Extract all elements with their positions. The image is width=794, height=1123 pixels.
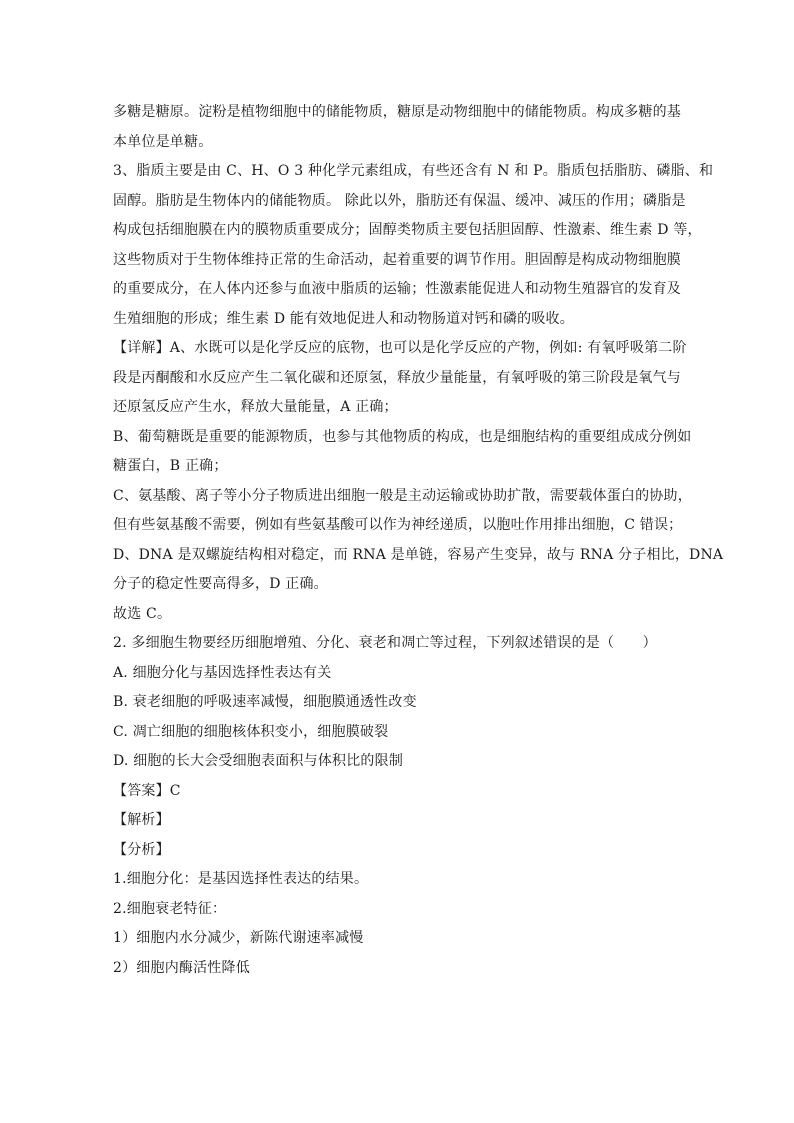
option-d: D. 细胞的长大会受细胞表面积与体积比的限制 [113,753,404,769]
text-line: C、氨基酸、离子等小分子物质进出细胞一般是主动运输或协助扩散，需要载体蛋白的协助， [113,487,692,504]
option-b: B. 衰老细胞的呼吸速率减慢，细胞膜通透性改变 [113,694,417,710]
explanation-detail-line: 【详解】A、水既可以是化学反应的底物，也可以是化学反应的产物，例如: 有氧呼吸第二阶 [113,340,687,356]
text-line: 糖蛋白，B 正确； [113,458,228,474]
option-c: C. 凋亡细胞的细胞核体积变小，细胞膜破裂 [113,723,389,740]
option-a: A. 细胞分化与基因选择性表达有关 [113,664,332,681]
text-line: 的重要成分，在人体内还参与血液中脂质的运输；性激素能促进人和动物生殖器官的发育及 [113,281,681,297]
text-line: 多糖是糖原。淀粉是植物细胞中的储能物质，糖原是动物细胞中的储能物质。构成多糖的基 [113,104,681,120]
answer-choice-line: 故选 C。 [113,605,172,622]
text-line: 固醇。脂肪是生物体内的储能物质。 除此以外，脂肪还有保温、缓冲、减压的作用；磷脂是 [113,192,686,209]
text-line: B、葡萄糖既是重要的能源物质，也参与其他物质的构成，也是细胞结构的重要组成成分例如 [113,428,692,445]
text-line: 3、脂质主要是由 C、H、O 3 种化学元素组成，有些还含有 N 和 P。脂质包括脂肪、磷脂、和 [113,163,714,179]
text-line: 构成包括细胞膜在内的膜物质重要成分；固醇类物质主要包括胆固醇、性激素、维生素 D 等， [113,222,702,238]
answer-heading: 【答案】C [113,782,181,799]
text-line: 2）细胞内酶活性降低 [113,959,250,976]
text-line: 生殖细胞的形成；维生素 D 能有效地促进人和动物肠道对钙和磷的吸收。 [113,310,574,327]
text-line: 还原氢反应产生水，释放大量能量，A 正确； [113,399,398,415]
text-line: 分子的稳定性要高得多，D 正确。 [113,576,328,592]
text-line: 段是丙酮酸和水反应产生二氧化碳和还原氢，释放少量能量，有氧呼吸的第三阶段是氧气与 [113,369,681,386]
document-body [113,98,724,983]
question-stem: 2. 多细胞生物要经历细胞增殖、分化、衰老和凋亡等过程，下列叙述错误的是（ ） [113,635,657,651]
text-line: 1）细胞内水分减少，新陈代谢速率减慢 [113,930,364,946]
analysis-heading: 【解析】 [113,812,170,828]
text-line: 但有些氨基酸不需要，例如有些氨基酸可以作为神经递质，以胞吐作用排出细胞，C 错误； [113,517,683,533]
text-line: 1.细胞分化：是基因选择性表达的结果。 [113,871,369,887]
text-line: 本单位是单糖。 [113,133,213,150]
breakdown-heading: 【分析】 [113,841,170,858]
text-line: 2.细胞衰老特征： [113,900,227,917]
text-line: D、DNA 是双螺旋结构相对稳定，而 RNA 是单链，容易产生变异，故与 RNA 分子相比，DNA [113,546,724,563]
text-line: 这些物质对于生物体维持正常的生命活动，起着重要的调节作用。胆固醇是构成动物细胞膜 [113,251,681,268]
